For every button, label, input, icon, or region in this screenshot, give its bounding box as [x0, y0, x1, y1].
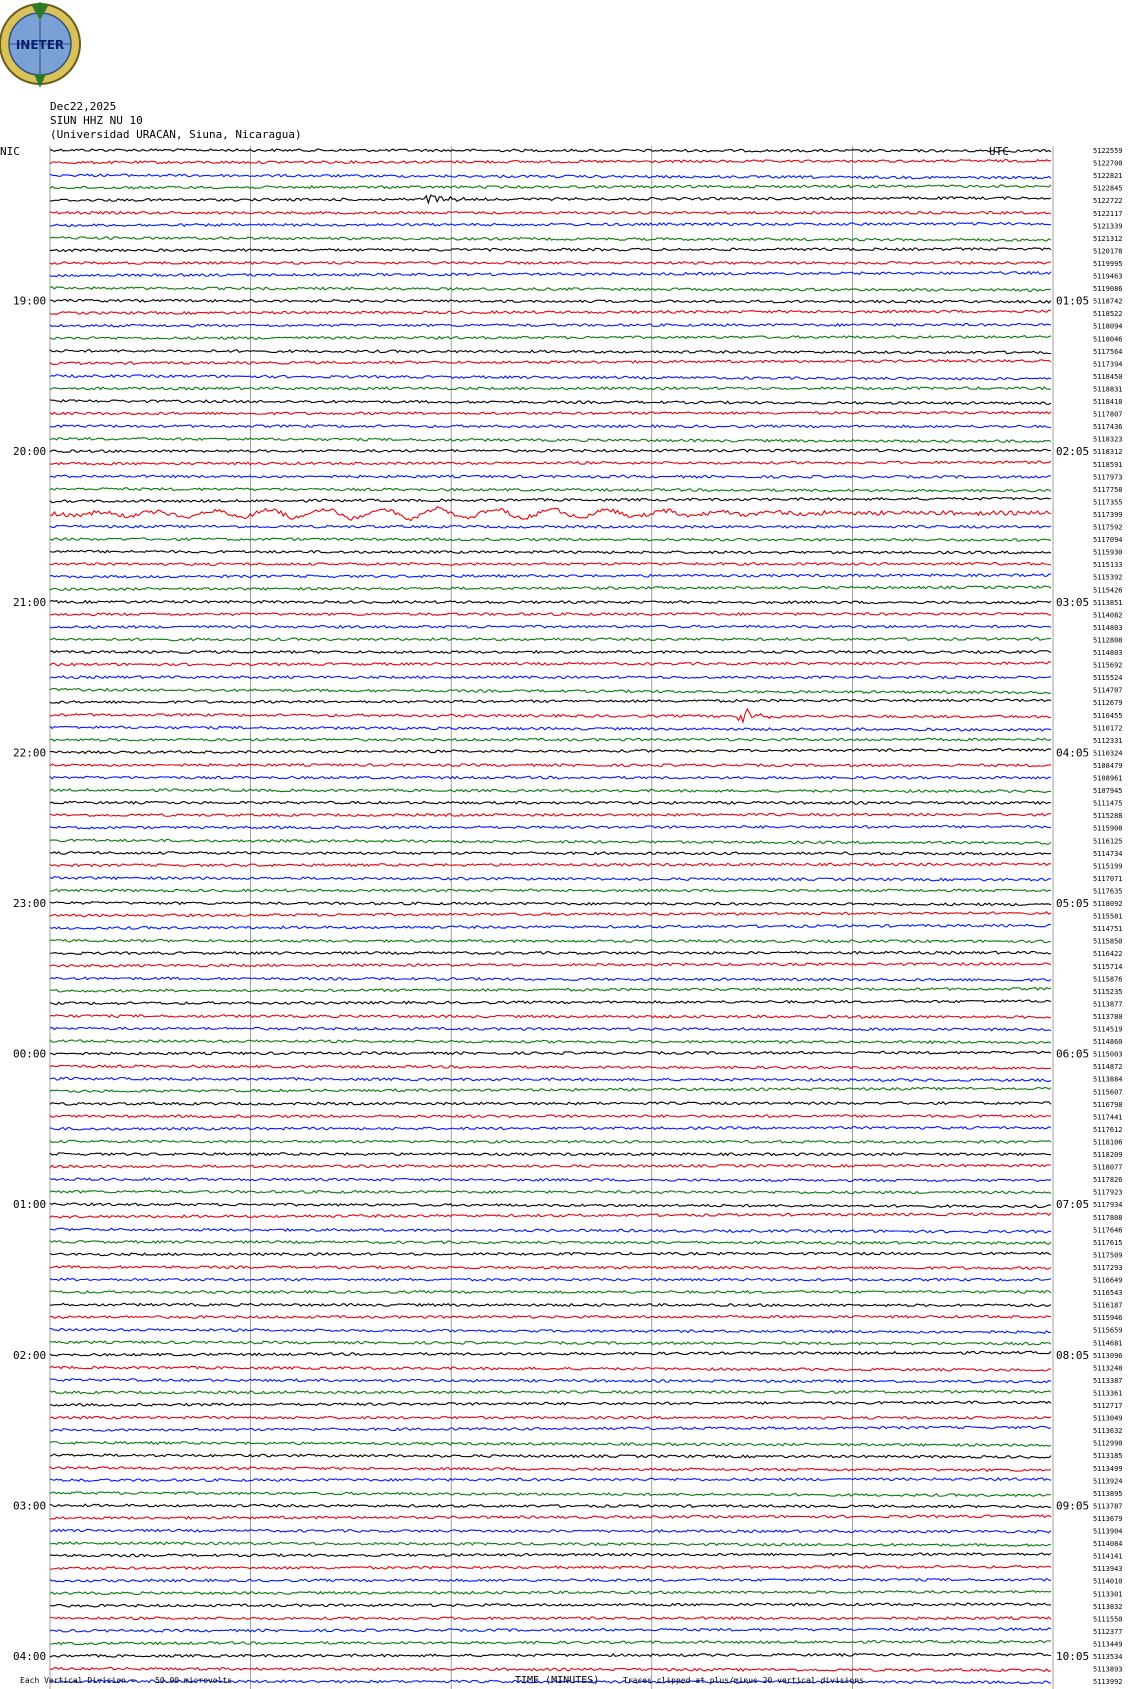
trace-count-87: 5117615: [1093, 1238, 1123, 1247]
trace-64: [50, 951, 1051, 954]
trace-71: [50, 1040, 1051, 1044]
trace-2: [50, 174, 1051, 179]
trace-count-58: 5117071: [1093, 874, 1123, 883]
trace-111: [50, 1542, 1051, 1546]
left-hour-label: 22:00: [13, 746, 47, 760]
trace-count-62: 5114751: [1093, 925, 1123, 934]
trace-count-34: 5115392: [1093, 573, 1123, 582]
trace-count-110: 5113904: [1093, 1527, 1123, 1536]
trace-112: [50, 1553, 1051, 1557]
trace-count-68: 5113877: [1093, 1000, 1123, 1009]
x-axis-label: TIME (MINUTES): [515, 1675, 600, 1686]
trace-50: [50, 776, 1051, 779]
trace-count-49: 5108479: [1093, 761, 1123, 770]
trace-94: [50, 1328, 1051, 1333]
trace-count-46: 5110172: [1093, 724, 1123, 733]
trace-19: [50, 387, 1051, 390]
trace-42: [50, 676, 1051, 679]
trace-102: [50, 1426, 1051, 1431]
trace-109: [50, 1515, 1051, 1519]
trace-count-15: 5118046: [1093, 335, 1123, 344]
trace-10: [50, 272, 1051, 277]
trace-76: [50, 1102, 1051, 1105]
left-axis-label: NIC: [0, 145, 20, 158]
trace-count-85: 5117808: [1093, 1213, 1123, 1222]
trace-108: [50, 1504, 1051, 1508]
trace-count-63: 5115850: [1093, 937, 1123, 946]
right-hour-label: 04:05: [1056, 746, 1090, 760]
trace-count-44: 5112679: [1093, 699, 1123, 708]
trace-53: [50, 813, 1051, 816]
trace-count-79: 5118106: [1093, 1138, 1123, 1147]
trace-21: [50, 411, 1051, 414]
trace-count-98: 5113387: [1093, 1376, 1123, 1385]
trace-103: [50, 1442, 1051, 1447]
trace-119: [50, 1640, 1051, 1644]
trace-count-91: 5116543: [1093, 1289, 1123, 1298]
right-hour-label: 03:05: [1056, 595, 1090, 609]
header-location: (Universidad URACAN, Siuna, Nicaragua): [50, 128, 302, 141]
trace-86: [50, 1228, 1051, 1233]
trace-114: [50, 1578, 1051, 1582]
trace-83: [50, 1190, 1051, 1193]
trace-88: [50, 1252, 1051, 1255]
left-hour-label: 00:00: [13, 1047, 47, 1061]
trace-24: [50, 449, 1051, 452]
trace-count-4: 5122722: [1093, 197, 1123, 206]
trace-63: [50, 939, 1051, 942]
trace-count-52: 5111475: [1093, 799, 1123, 808]
trace-120: [50, 1653, 1051, 1657]
trace-count-97: 5113248: [1093, 1364, 1123, 1373]
trace-count-35: 5115426: [1093, 586, 1123, 595]
trace-count-101: 5113049: [1093, 1414, 1123, 1423]
right-axis-label: UTC: [989, 145, 1009, 158]
trace-count-17: 5117394: [1093, 360, 1123, 369]
trace-count-32: 5115930: [1093, 548, 1123, 557]
trace-count-75: 5115607: [1093, 1088, 1123, 1097]
trace-count-55: 5116125: [1093, 837, 1123, 846]
trace-105: [50, 1467, 1051, 1472]
trace-count-115: 5113301: [1093, 1590, 1123, 1599]
trace-121: [50, 1667, 1051, 1671]
trace-count-109: 5113679: [1093, 1514, 1123, 1523]
scale-value: 50.00 microvolts: [155, 1676, 233, 1685]
trace-count-94: 5115659: [1093, 1326, 1123, 1335]
trace-106: [50, 1478, 1051, 1482]
trace-count-13: 5118522: [1093, 310, 1123, 319]
trace-74: [50, 1077, 1051, 1081]
trace-count-64: 5116422: [1093, 950, 1123, 959]
trace-count-45: 5110455: [1093, 711, 1123, 720]
trace-count-2: 5122821: [1093, 172, 1123, 181]
trace-count-104: 5113185: [1093, 1452, 1123, 1461]
left-hour-label: 01:00: [13, 1198, 47, 1212]
trace-count-27: 5117758: [1093, 485, 1123, 494]
trace-87: [50, 1241, 1051, 1245]
trace-count-99: 5113361: [1093, 1389, 1123, 1398]
logo-text: INETER: [15, 38, 65, 52]
trace-113: [50, 1565, 1051, 1569]
right-hour-label: 02:05: [1056, 445, 1090, 459]
header-station: SIUN HHZ NU 10: [50, 114, 143, 127]
trace-58: [50, 877, 1051, 881]
trace-90: [50, 1278, 1051, 1281]
trace-count-21: 5117807: [1093, 410, 1123, 419]
trace-59: [50, 889, 1051, 892]
trace-count-84: 5117934: [1093, 1201, 1123, 1210]
trace-66: [50, 977, 1051, 981]
trace-count-106: 5113924: [1093, 1477, 1123, 1486]
trace-count-29: 5117399: [1093, 510, 1123, 519]
trace-65: [50, 963, 1051, 967]
trace-40: [50, 651, 1051, 654]
trace-count-74: 5113884: [1093, 1075, 1123, 1084]
trace-count-43: 5114707: [1093, 686, 1123, 695]
trace-count-59: 5117635: [1093, 887, 1123, 896]
trace-count-36: 5113851: [1093, 598, 1123, 607]
trace-count-47: 5112331: [1093, 736, 1123, 745]
trace-3: [50, 185, 1051, 189]
trace-count-113: 5113943: [1093, 1565, 1123, 1574]
trace-count-23: 5118323: [1093, 435, 1123, 444]
trace-30: [50, 525, 1051, 528]
trace-count-107: 5113895: [1093, 1489, 1123, 1498]
trace-81: [50, 1164, 1051, 1167]
trace-16: [50, 350, 1051, 354]
trace-60: [50, 902, 1051, 906]
trace-count-69: 5113780: [1093, 1012, 1123, 1021]
trace-89: [50, 1266, 1051, 1270]
trace-count-24: 5118312: [1093, 448, 1123, 457]
trace-15: [50, 336, 1051, 340]
trace-count-118: 5112377: [1093, 1627, 1123, 1636]
trace-count-80: 5118209: [1093, 1151, 1123, 1159]
trace-count-57: 5115199: [1093, 862, 1123, 871]
trace-0: [50, 149, 1051, 152]
trace-count-119: 5113449: [1093, 1640, 1123, 1649]
trace-count-92: 5116187: [1093, 1301, 1123, 1310]
trace-count-112: 5114141: [1093, 1552, 1123, 1561]
trace-count-121: 5113893: [1093, 1665, 1123, 1674]
trace-count-1: 5122700: [1093, 159, 1123, 168]
trace-101: [50, 1416, 1051, 1419]
trace-count-51: 5107945: [1093, 787, 1123, 796]
trace-count-83: 5117923: [1093, 1188, 1123, 1197]
trace-count-26: 5117973: [1093, 473, 1123, 482]
trace-97: [50, 1366, 1051, 1371]
trace-93: [50, 1315, 1051, 1318]
trace-count-122: 5113992: [1093, 1678, 1123, 1687]
trace-1: [50, 160, 1051, 164]
trace-count-18: 5118450: [1093, 372, 1123, 381]
trace-count-20: 5118418: [1093, 398, 1123, 406]
trace-23: [50, 438, 1051, 443]
trace-count-73: 5114872: [1093, 1063, 1123, 1072]
trace-count-39: 5112808: [1093, 636, 1123, 645]
trace-118: [50, 1628, 1051, 1632]
trace-count-8: 5120178: [1093, 247, 1123, 256]
trace-7: [50, 237, 1051, 241]
left-hour-label: 02:00: [13, 1348, 47, 1362]
trace-14: [50, 323, 1051, 326]
trace-61: [50, 912, 1051, 917]
trace-57: [50, 863, 1051, 867]
trace-32: [50, 550, 1051, 553]
trace-4: [50, 195, 1051, 203]
trace-70: [50, 1027, 1051, 1030]
trace-count-41: 5115692: [1093, 661, 1123, 670]
trace-80: [50, 1153, 1051, 1156]
trace-55: [50, 839, 1051, 844]
trace-count-19: 5118831: [1093, 385, 1123, 394]
trace-39: [50, 638, 1051, 641]
left-hour-label: 21:00: [13, 595, 47, 609]
trace-110: [50, 1529, 1051, 1532]
header-date: Dec22,2025: [50, 100, 117, 113]
trace-count-0: 5122559: [1093, 147, 1123, 155]
trace-45: [50, 709, 1051, 722]
trace-count-90: 5116649: [1093, 1276, 1123, 1285]
trace-count-9: 5119995: [1093, 259, 1123, 268]
trace-116: [50, 1603, 1051, 1607]
trace-44: [50, 699, 1051, 703]
trace-99: [50, 1391, 1051, 1394]
trace-count-37: 5114082: [1093, 611, 1123, 620]
trace-count-66: 5115876: [1093, 975, 1123, 984]
left-hour-label: 20:00: [13, 445, 47, 459]
trace-count-108: 5113787: [1093, 1502, 1123, 1511]
trace-count-60: 5118092: [1093, 900, 1123, 908]
trace-20: [50, 400, 1051, 405]
trace-count-82: 5117826: [1093, 1176, 1123, 1185]
right-hour-label: 07:05: [1056, 1198, 1090, 1212]
trace-69: [50, 1015, 1051, 1018]
trace-count-30: 5117592: [1093, 523, 1123, 532]
trace-count-42: 5115524: [1093, 674, 1123, 683]
trace-31: [50, 538, 1051, 541]
right-hour-label: 09:05: [1056, 1499, 1090, 1513]
trace-29: [50, 507, 1051, 521]
trace-count-56: 5114734: [1093, 849, 1123, 858]
trace-35: [50, 586, 1051, 590]
trace-count-22: 5117436: [1093, 423, 1123, 432]
trace-96: [50, 1351, 1051, 1356]
trace-count-117: 5111550: [1093, 1615, 1123, 1624]
trace-84: [50, 1203, 1051, 1207]
trace-count-10: 5119463: [1093, 272, 1123, 281]
trace-72: [50, 1051, 1051, 1055]
trace-8: [50, 248, 1051, 252]
trace-count-103: 5112990: [1093, 1439, 1123, 1448]
trace-73: [50, 1065, 1051, 1069]
trace-100: [50, 1401, 1051, 1406]
trace-count-111: 5114084: [1093, 1540, 1123, 1549]
trace-count-71: 5114860: [1093, 1038, 1123, 1047]
trace-count-14: 5118094: [1093, 322, 1123, 331]
trace-count-72: 5115003: [1093, 1050, 1123, 1059]
trace-count-25: 5118591: [1093, 460, 1123, 469]
trace-37: [50, 613, 1051, 616]
trace-33: [50, 563, 1051, 566]
trace-count-116: 5113832: [1093, 1602, 1123, 1611]
trace-95: [50, 1341, 1051, 1345]
trace-47: [50, 738, 1051, 741]
right-hour-label: 08:05: [1056, 1348, 1090, 1362]
trace-count-100: 5112717: [1093, 1402, 1123, 1410]
trace-36: [50, 601, 1051, 604]
trace-count-114: 5114010: [1093, 1577, 1123, 1586]
ineter-logo: [0, 2, 80, 88]
trace-25: [50, 461, 1051, 465]
trace-41: [50, 662, 1051, 666]
trace-46: [50, 726, 1051, 731]
trace-79: [50, 1140, 1051, 1143]
trace-count-102: 5113632: [1093, 1427, 1123, 1436]
trace-48: [50, 749, 1051, 754]
trace-count-86: 5117646: [1093, 1226, 1123, 1235]
left-hour-label: 04:00: [13, 1650, 47, 1663]
trace-51: [50, 789, 1051, 793]
left-hour-label: 03:00: [13, 1499, 47, 1513]
right-hour-label: 10:05: [1056, 1650, 1090, 1663]
trace-count-12: 5118742: [1093, 297, 1123, 306]
trace-91: [50, 1291, 1051, 1294]
trace-count-6: 5121339: [1093, 222, 1123, 231]
left-hour-label: 19:00: [13, 294, 47, 308]
trace-count-3: 5122845: [1093, 184, 1123, 193]
trace-count-105: 5113499: [1093, 1464, 1123, 1473]
trace-115: [50, 1591, 1051, 1595]
trace-107: [50, 1492, 1051, 1497]
trace-26: [50, 475, 1051, 478]
trace-13: [50, 310, 1051, 314]
trace-count-53: 5115288: [1093, 812, 1123, 821]
trace-count-120: 5113534: [1093, 1653, 1123, 1661]
trace-49: [50, 764, 1051, 767]
right-hour-label: 05:05: [1056, 897, 1090, 910]
trace-5: [50, 211, 1051, 214]
trace-27: [50, 488, 1051, 492]
trace-count-31: 5117094: [1093, 536, 1123, 545]
trace-count-28: 5117355: [1093, 498, 1123, 507]
trace-count-89: 5117293: [1093, 1263, 1123, 1272]
trace-6: [50, 223, 1051, 227]
trace-count-61: 5115581: [1093, 912, 1123, 921]
trace-count-16: 5117564: [1093, 347, 1123, 356]
trace-17: [50, 360, 1051, 365]
trace-count-33: 5115133: [1093, 561, 1123, 570]
trace-28: [50, 497, 1051, 502]
trace-count-70: 5114519: [1093, 1025, 1123, 1034]
trace-92: [50, 1303, 1051, 1306]
trace-count-93: 5115946: [1093, 1314, 1123, 1323]
trace-11: [50, 287, 1051, 292]
trace-38: [50, 625, 1051, 628]
right-hour-label: 06:05: [1056, 1047, 1090, 1061]
trace-18: [50, 375, 1051, 380]
trace-34: [50, 574, 1051, 578]
trace-117: [50, 1617, 1051, 1620]
trace-count-77: 5117441: [1093, 1113, 1123, 1122]
trace-count-7: 5121312: [1093, 234, 1123, 243]
trace-85: [50, 1213, 1051, 1218]
trace-75: [50, 1088, 1051, 1093]
trace-count-48: 5110324: [1093, 749, 1123, 758]
trace-67: [50, 988, 1051, 992]
trace-78: [50, 1127, 1051, 1130]
trace-count-67: 5115235: [1093, 987, 1123, 996]
clip-note: Traces clipped at plus/minus 20 vertical divisions: [623, 1676, 864, 1685]
trace-68: [50, 1000, 1051, 1004]
trace-count-38: 5114803: [1093, 623, 1123, 632]
trace-count-11: 5119086: [1093, 285, 1123, 294]
trace-count-76: 5116798: [1093, 1100, 1123, 1109]
scale-note: Each Vertical Division =: [20, 1676, 136, 1685]
trace-count-81: 5118077: [1093, 1163, 1123, 1172]
trace-52: [50, 801, 1051, 804]
trace-9: [50, 262, 1051, 265]
trace-count-96: 5113096: [1093, 1351, 1123, 1360]
trace-62: [50, 924, 1051, 929]
trace-12: [50, 299, 1051, 302]
trace-group: [50, 149, 1051, 1689]
trace-98: [50, 1379, 1051, 1383]
trace-count-5: 5122117: [1093, 209, 1123, 218]
trace-104: [50, 1454, 1051, 1458]
left-hour-label: 23:00: [13, 897, 47, 910]
right-hour-label: 01:05: [1056, 294, 1090, 308]
trace-count-88: 5117509: [1093, 1251, 1123, 1260]
trace-56: [50, 852, 1051, 855]
trace-count-95: 5114681: [1093, 1339, 1123, 1348]
trace-count-78: 5117612: [1093, 1125, 1123, 1134]
trace-count-50: 5108961: [1093, 774, 1123, 783]
trace-82: [50, 1178, 1051, 1182]
trace-22: [50, 425, 1051, 428]
trace-count-40: 5114803: [1093, 649, 1123, 657]
trace-77: [50, 1115, 1051, 1118]
trace-count-54: 5115908: [1093, 824, 1123, 833]
trace-count-65: 5115714: [1093, 962, 1123, 971]
trace-54: [50, 825, 1051, 828]
trace-43: [50, 688, 1051, 693]
